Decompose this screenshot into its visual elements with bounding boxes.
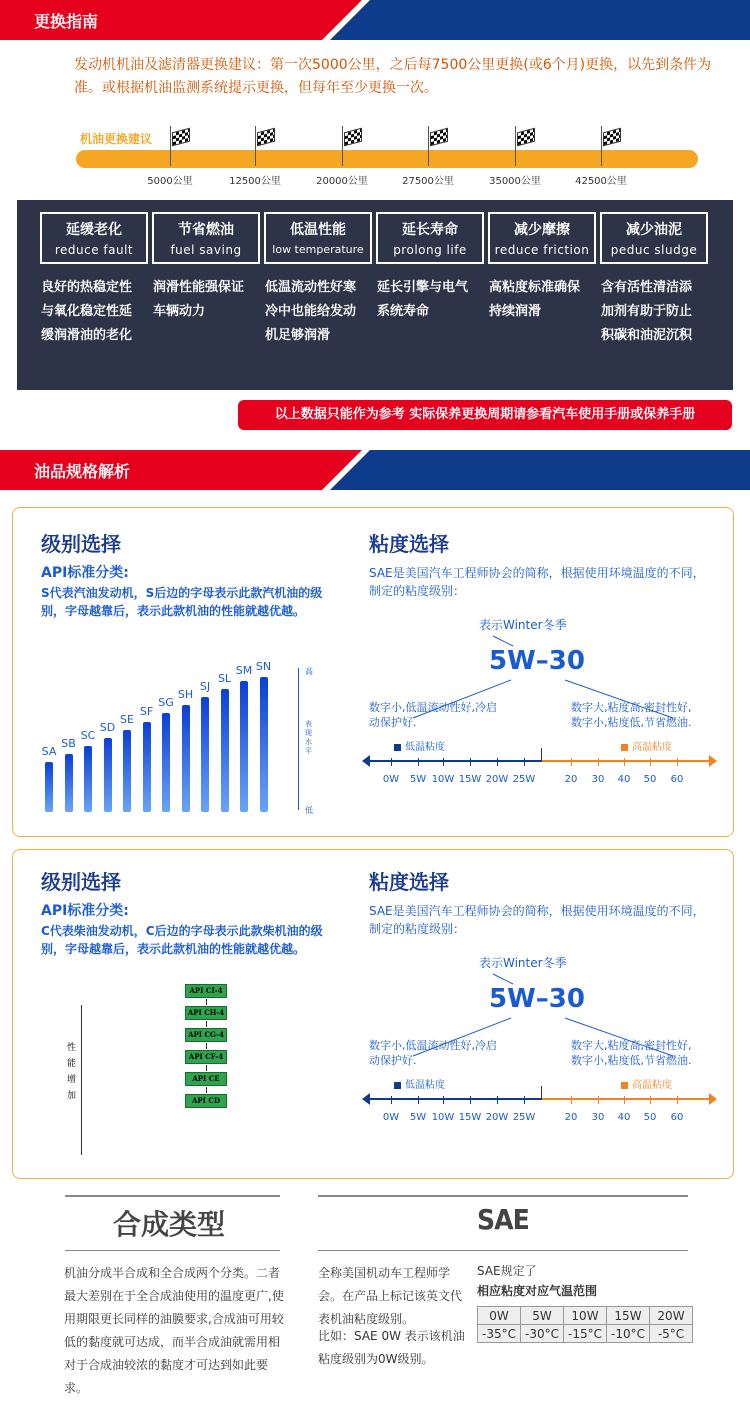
low-num: 5W [409,1112,427,1123]
low-num: 0W [382,774,400,785]
sae-text: SAE是美国汽车工程师协会的简称，根据使用环境温度的不同，制定的粘度级别： [369,566,705,598]
timeline-tick [428,126,429,166]
grade-title: 级别选择 [41,870,121,894]
high-num: 50 [643,1112,657,1123]
high-num: 20 [564,774,578,785]
low-num: 10W [431,774,455,785]
sae-title: 粘度选择 [369,532,449,556]
divider [65,1250,280,1251]
high-num: 40 [617,774,631,785]
low-num: 0W [382,1112,400,1123]
timeline-tick [515,126,516,166]
features-panel [17,200,733,390]
timeline-label: 5000公里 [147,176,193,187]
winter-label: 表示Winter冬季 [479,618,567,632]
table-title2: 相应粘度对应气温范围 [477,1284,598,1298]
table-temp: -35°C [478,1325,521,1343]
divider [318,1250,688,1251]
connector-lines [13,508,735,838]
sae-title: 粘度选择 [369,870,449,894]
right-arrow-icon [709,1093,717,1105]
table-grade: 10W [564,1307,607,1325]
high-num: 50 [643,774,657,785]
feature-title: 节省燃油 [178,222,234,238]
grade-label: SB [61,737,76,750]
sae-grade: 5W–30 [489,646,585,676]
low-num: 15W [458,1112,482,1123]
divider [318,1195,688,1197]
feature-desc: 良好的热稳定性与氧化稳定性延缓润滑油的老化 [41,280,133,343]
table-temp: -5°C [650,1325,693,1343]
left-note: 数字小,低温流动性好,冷启动保护好. [369,701,497,729]
timeline-title: 机油更换建议 [80,132,153,146]
timeline-tick [601,126,602,166]
timeline-label: 12500公里 [229,176,281,187]
high-num: 40 [617,1112,631,1123]
spec-box-gasoline [12,507,734,837]
feature-desc: 含有活性清洁添加剂有助于防止积碳和油泥沉积 [601,280,693,343]
low-label: 低温粘度 [405,742,445,753]
scale-tick [598,758,599,766]
api-level-box: API CE [185,1072,227,1086]
scale-tick [391,758,392,766]
feature-title: 延长寿命 [402,222,458,238]
timeline-tick [170,126,171,166]
checkered-flag-icon [517,128,535,147]
feature-en: fuel saving [170,243,242,257]
checkered-flag-icon [257,128,275,147]
timeline-tick [342,126,343,166]
api-level-box: API CH-4 [185,1006,227,1020]
legend-swatch [621,744,628,751]
intro-text: 发动机机油及滤清器更换建议：第一次5000公里，之后每7500公里更换(或6个月)更换，以先到条件为准。或根据机油监测系统提示更换，但每年至少更换一次。 [74,57,712,96]
axis-high-label: 高 [305,667,313,676]
feature-en: peduc sludge [610,243,698,257]
spec-box-diesel [12,849,734,1179]
feature-desc: 润滑性能强保证车辆动力 [153,280,245,319]
left-arrow-icon [362,1093,370,1105]
table-grade: 15W [607,1307,650,1325]
scale-tick [443,758,444,766]
sae-info-text2: 比如：SAE 0W 表示该机油粘度级别为0W级别。 [318,1329,465,1366]
timeline-tick [255,126,256,166]
feature-en: reduce friction [494,243,590,257]
axis-mid-label: 表现水平 [305,720,312,755]
synthetic-title: 合成类型 [113,1208,226,1241]
low-num: 15W [458,774,482,785]
timeline-label: 20000公里 [316,176,368,187]
scale-tick [571,1096,572,1104]
axis-low-label: 低 [305,806,313,815]
connector-lines [13,850,735,1180]
scale-tick [624,1096,625,1104]
table-grade: 5W [521,1307,564,1325]
grade-label: SG [158,696,174,709]
feature-box [40,212,148,264]
low-num: 5W [409,774,427,785]
api-text: C代表柴油发动机，C后边的字母表示此款柴机油的级别，字母越靠后，表示此款机油的性能就越优越。 [41,924,323,956]
scale-tick [418,1096,419,1104]
api-title: API标准分类: [41,903,129,919]
timeline-label: 42500公里 [575,176,627,187]
sae-info-text1: 全称美国机动车工程师学会。在产品上标记该英文代表机油粘度级别。 [318,1266,463,1326]
low-num: 25W [512,774,536,785]
low-num: 20W [485,774,509,785]
left-note: 数字小,低温流动性好,冷启动保护好. [369,1039,497,1067]
feature-desc: 高粘度标准确保持续润滑 [489,280,581,319]
scale-tick [650,758,651,766]
timeline-label: 27500公里 [402,176,454,187]
api-title: API标准分类: [41,565,129,581]
checkered-flag-icon [172,128,190,147]
section-header-guide [0,0,750,40]
low-num: 20W [485,1112,509,1123]
scale-tick [443,1096,444,1104]
connector-line [493,636,513,646]
scale-tick [524,1096,525,1104]
grade-label: SF [139,705,154,718]
low-scale-line [369,760,542,762]
feature-desc: 低温流动性好寒冷中也能给发动机足够润滑 [265,280,357,343]
sae-text: SAE是美国汽车工程师协会的简称，根据使用环境温度的不同，制定的粘度级别： [369,904,705,936]
sae-grade: 5W–30 [489,984,585,1014]
scale-tick [677,758,678,766]
high-label: 高温粘度 [632,742,672,753]
timeline-label: 35000公里 [489,176,541,187]
feature-en: low temperature [272,243,364,256]
table-grade: 0W [478,1307,521,1325]
table-grade: 20W [650,1307,693,1325]
scale-tick [497,1096,498,1104]
synthetic-text: 机油分成半合成和全合成两个分类。二者最大差别在于全合成油使用的温度更广,使用期限更长同样的油膜要求,合成油可用较低的黏度就可达成，而半合成油就需用相对于合成油较浓的黏度才可达到如此要求。 [64,1266,284,1395]
scale-tick [571,758,572,766]
table-title1: SAE规定了 [477,1264,537,1278]
low-num: 10W [431,1112,455,1123]
grade-label: SM [235,664,253,677]
grade-label: SJ [199,680,211,693]
grade-title: 级别选择 [41,532,121,556]
right-note-1: 数字大,粘度高,密封性好, [571,701,692,714]
grade-label: SE [120,713,134,726]
axis-char: 能 [67,1059,77,1069]
grade-label: SN [255,660,272,673]
section-header-spec [0,450,750,490]
feature-title: 减少油泥 [626,222,682,238]
scale-tick [650,1096,651,1104]
feature-desc: 延长引擎与电气系统寿命 [377,280,469,319]
api-level-box: API CD [185,1094,227,1108]
low-label: 低温粘度 [405,1080,445,1091]
checkered-flag-icon [344,128,362,147]
left-arrow-icon [362,755,370,767]
legend-swatch [394,744,401,751]
high-scale-line [542,1098,710,1100]
api-level-box: API CF-4 [185,1050,227,1064]
checkered-flag-icon [430,128,448,147]
feature-title: 低温性能 [290,222,346,238]
notice-banner: 以上数据只能作为参考 实际保养更换周期请参看汽车使用手册或保养手册 [238,400,732,430]
sae-info-title: SAE [477,1203,529,1236]
feature-en: reduce fault [54,243,134,257]
feature-box [600,212,708,264]
viscosity-table [477,1306,693,1343]
scale-tick [470,758,471,766]
scale-tick [624,758,625,766]
grade-label: SL [217,672,232,685]
table-temp: -10°C [607,1325,650,1343]
checkered-flag-icon [603,128,621,147]
scale-tick [598,1096,599,1104]
scale-tick [418,758,419,766]
high-num: 60 [670,1112,684,1123]
feature-title: 减少摩擦 [514,222,570,238]
api-level-box: API CG-4 [185,1028,227,1042]
grade-label: SA [41,745,57,758]
high-label: 高温粘度 [632,1080,672,1091]
scale-tick [391,1096,392,1104]
feature-box [488,212,596,264]
axis-char: 加 [67,1091,77,1101]
right-arrow-icon [709,755,717,767]
scale-divider [541,1086,542,1098]
high-num: 30 [591,774,605,785]
scale-divider [541,748,542,760]
grade-label: SC [80,729,96,742]
high-num: 20 [564,1112,578,1123]
feature-box [376,212,484,264]
scale-tick [470,1096,471,1104]
table-temp: -30°C [521,1325,564,1343]
feature-en: prolong life [393,243,467,257]
feature-box [264,212,372,264]
section-title: 油品规格解析 [34,462,131,481]
section-title: 更换指南 [34,12,99,31]
scale-tick [497,758,498,766]
high-num: 60 [670,774,684,785]
divider [65,1195,280,1197]
feature-box [152,212,260,264]
right-note-1: 数字大,粘度高,密封性好, [571,1039,692,1052]
scale-tick [524,758,525,766]
api-text: S代表汽油发动机，S后边的字母表示此款汽机油的级别，字母越靠后，表示此款机油的性能就越优越。 [41,586,323,618]
high-scale-line [542,760,710,762]
winter-label: 表示Winter冬季 [479,956,567,970]
legend-swatch [621,1082,628,1089]
grade-label: SD [99,721,116,734]
feature-title: 延缓老化 [66,222,122,238]
low-num: 25W [512,1112,536,1123]
low-scale-line [369,1098,542,1100]
legend-swatch [394,1082,401,1089]
axis-char: 性 [67,1043,77,1053]
right-note-2: 数字小,粘度低,节省燃油. [571,1054,692,1067]
connector-line [493,974,513,984]
axis-char: 增 [67,1075,77,1085]
grade-label: SH [177,688,194,701]
table-temp: -15°C [564,1325,607,1343]
right-note-2: 数字小,粘度低,节省燃油. [571,716,692,729]
scale-tick [677,1096,678,1104]
high-num: 30 [591,1112,605,1123]
api-level-box: API CI-4 [185,984,227,998]
